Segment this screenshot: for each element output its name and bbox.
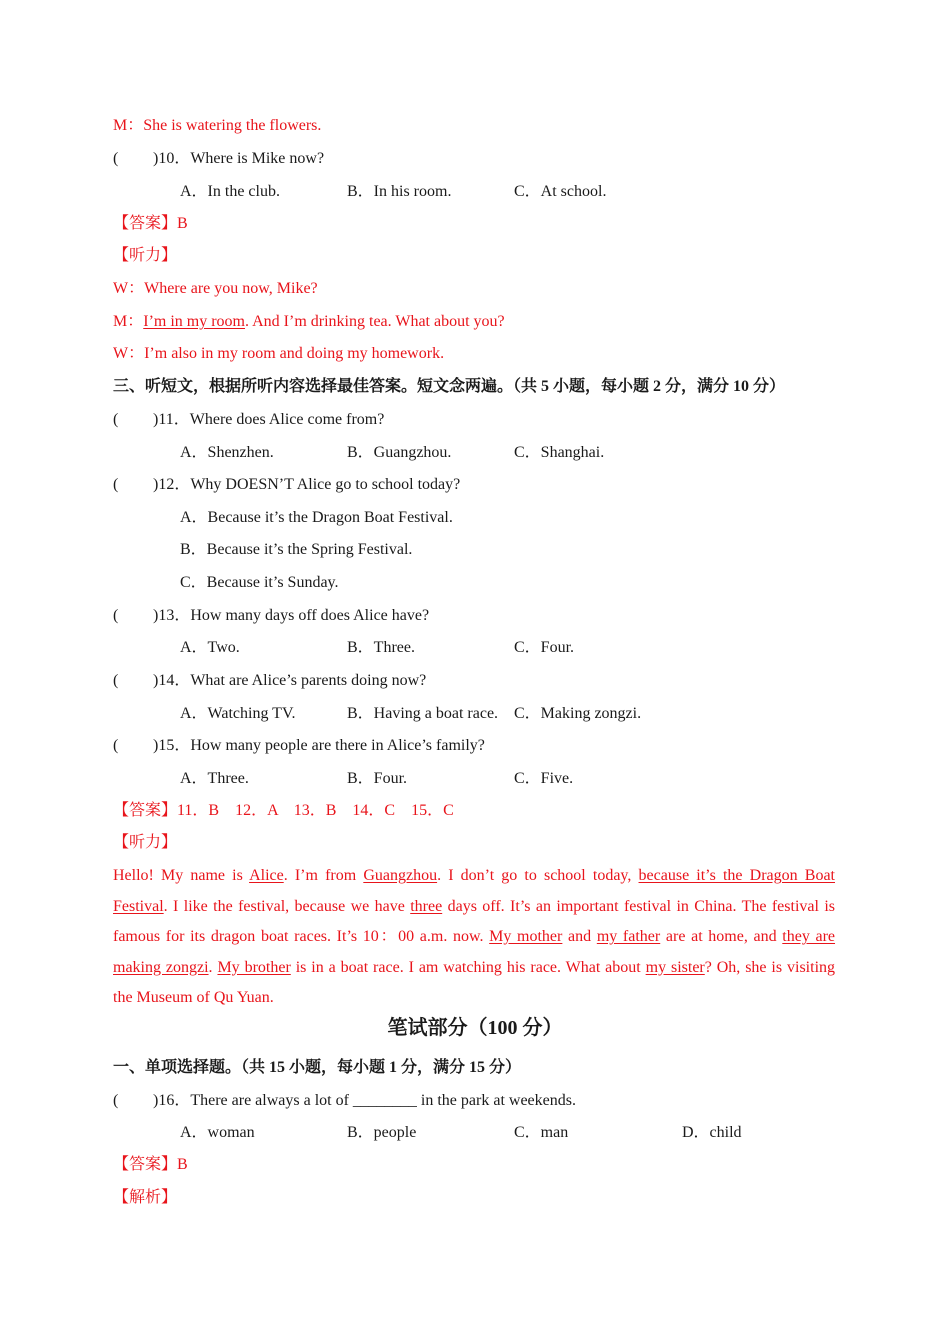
passage-text: are at home, and (660, 928, 783, 945)
underlined-key-phrase: I’m in my room (143, 313, 245, 330)
analysis-label: 【解析】 (113, 1189, 178, 1206)
question-stem: )15．How many people are there in Alice’s family? (153, 737, 485, 754)
underlined-key-phrase: My mother (489, 928, 563, 945)
underlined-key-phrase: my sister (645, 958, 705, 976)
dialog-text: . And I’m drinking tea. What about you? (245, 313, 505, 330)
option-a: A．Because it’s the Dragon Boat Festival. (180, 509, 453, 526)
option-b: B．Guangzhou. (347, 444, 452, 461)
option-a: A．In the club. (180, 183, 280, 200)
passage-text: . I like the festival, because we have (163, 897, 411, 915)
answer-blank: ( (113, 476, 119, 493)
option-a: A．Three. (180, 770, 249, 787)
question-stem: )12．Why DOESN’T Alice go to school today? (153, 476, 461, 493)
passage-text: Hello! My name is (113, 867, 250, 884)
answer-blank: ( (113, 150, 119, 167)
option-b: B．Having a boat race. (347, 705, 499, 722)
passage-text: . I don’t go to school today, (437, 867, 639, 884)
question-16 (113, 1091, 576, 1111)
listening-label: 【听力】 (113, 834, 178, 851)
option-c: C．man (514, 1124, 569, 1141)
option-a: A．Shenzhen. (180, 444, 274, 461)
dialog-line-w: W：I’m also in my room and doing my homework. (113, 345, 445, 362)
written-part-heading: 笔试部分（100 分） (387, 1017, 563, 1039)
question-13 (113, 606, 429, 626)
question-stem: )11．Where does Alice come from? (153, 411, 385, 428)
question-10 (113, 149, 324, 169)
underlined-key-phrase: Alice (249, 867, 284, 884)
answer-blank: ( (113, 411, 119, 428)
answer-blank: ( (113, 672, 119, 689)
section-heading: 一、单项选择题。（共 15 小题，每小题 1 分，满分 15 分） (113, 1059, 522, 1076)
underlined-key-phrase: My brother (217, 958, 291, 976)
answer-blank: ( (113, 1092, 119, 1109)
dialog-line-w: W：Where are you now, Mike? (113, 280, 318, 297)
option-a: A．woman (180, 1124, 255, 1141)
answer-blank: ( (113, 607, 119, 624)
option-c: C．Five. (514, 770, 574, 787)
question-14 (113, 671, 426, 691)
question-12 (113, 475, 460, 495)
answer-key: 【答案】11．B 12．A 13．B 14．C 15．C (113, 802, 454, 819)
option-c: C．At school. (514, 183, 607, 200)
passage-text: . (208, 958, 218, 976)
underlined-key-phrase: because it’s the Dragon Boat Festival (113, 867, 835, 915)
option-b: B．people (347, 1124, 417, 1141)
passage-text: ? Oh, she is visiting the Museum of Qu Yuan. (113, 958, 836, 1006)
option-b: B．Three. (347, 639, 415, 656)
listening-passage (113, 861, 835, 1014)
listening-label: 【听力】 (113, 247, 178, 264)
passage-text: is in a boat race. I am watching his race. What about (290, 958, 646, 976)
option-c: C．Because it’s Sunday. (180, 574, 339, 591)
passage-text: and (562, 928, 597, 945)
question-stem: )14．What are Alice’s parents doing now? (153, 672, 427, 689)
option-d: D．child (682, 1124, 742, 1141)
dialog-line-m: M：She is watering the flowers. (113, 117, 322, 134)
answer-blank: ( (113, 737, 119, 754)
option-b: B．Because it’s the Spring Festival. (180, 541, 413, 558)
underlined-key-phrase: they are making zongzi (113, 928, 836, 976)
question-stem: )13．How many days off does Alice have? (153, 607, 430, 624)
dialog-line-m (113, 312, 505, 332)
section-heading: 三、听短文，根据所听内容选择最佳答案。短文念两遍。（共 5 小题，每小题 2 分，满分 10 分） (113, 378, 786, 395)
option-c: C．Shanghai. (514, 444, 605, 461)
option-b: B．In his room. (347, 183, 452, 200)
answer-label: 【答案】B (113, 1156, 188, 1173)
underlined-key-phrase: Guangzhou (363, 867, 438, 884)
option-b: B．Four. (347, 770, 408, 787)
option-a: A．Two. (180, 639, 240, 656)
passage-text: . I’m from (283, 867, 364, 884)
passage-text: days off. It’s an important festival in China. The festival is famous for its dragon boat races. It’s 10：00 a.m. now. (113, 897, 836, 945)
underlined-key-phrase: my father (596, 928, 661, 945)
speaker-prefix: M： (113, 313, 144, 330)
option-c: C．Four. (514, 639, 575, 656)
option-a: A．Watching TV. (180, 705, 296, 722)
answer-label: 【答案】B (113, 215, 188, 232)
underlined-key-phrase: three (410, 897, 443, 915)
question-stem: )10．Where is Mike now? (153, 150, 325, 167)
option-c: C．Making zongzi. (514, 705, 642, 722)
question-15 (113, 736, 485, 756)
question-11 (113, 410, 384, 430)
question-stem: )16．There are always a lot of ________ in the park at weekends. (153, 1092, 576, 1109)
